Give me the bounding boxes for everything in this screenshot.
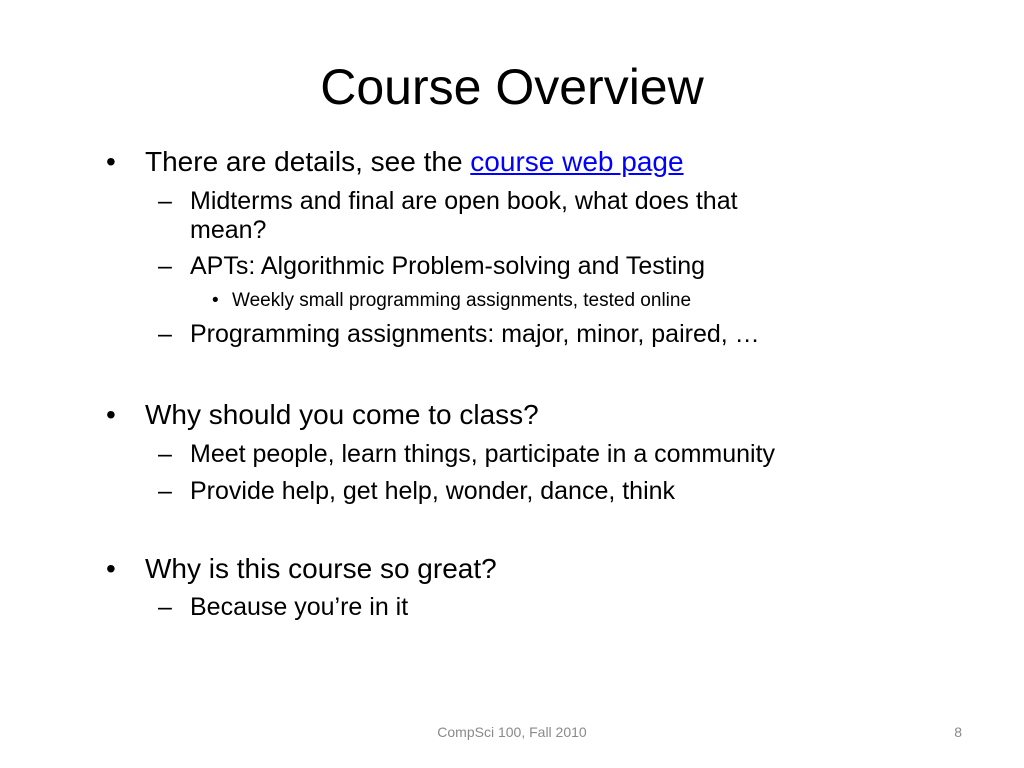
sub-bullet-text: Meet people, learn things, participate in a community bbox=[190, 440, 776, 468]
sub-bullet-text-continuation: mean? bbox=[190, 216, 267, 244]
bullet-item bbox=[145, 148, 684, 176]
course-web-page-link[interactable]: course web page bbox=[470, 146, 684, 177]
bullet-text: Why should you come to class? bbox=[145, 399, 539, 430]
sub-sub-bullet-text: Weekly small programming assignments, tested online bbox=[232, 290, 692, 311]
dash-icon: – bbox=[158, 187, 172, 215]
dash-icon: – bbox=[158, 252, 172, 280]
bullet-icon: • bbox=[106, 399, 116, 430]
dash-icon: – bbox=[158, 440, 172, 468]
sub-bullet-text: Midterms and final are open book, what does that bbox=[190, 187, 738, 215]
sub-bullet-text: Programming assignments: major, minor, paired, … bbox=[190, 320, 760, 348]
bullet-icon: • bbox=[212, 290, 219, 311]
sub-bullet-text: Provide help, get help, wonder, dance, think bbox=[190, 477, 676, 505]
dash-icon: – bbox=[158, 320, 172, 348]
sub-bullet-text: APTs: Algorithmic Problem-solving and Testing bbox=[190, 252, 706, 280]
bullet-icon: • bbox=[106, 146, 116, 177]
bullet-text: Why is this course so great? bbox=[145, 553, 497, 584]
slide-title: Course Overview bbox=[320, 59, 704, 115]
dash-icon: – bbox=[158, 477, 172, 505]
footer-text: CompSci 100, Fall 2010 bbox=[437, 724, 587, 740]
bullet-icon: • bbox=[106, 553, 116, 584]
page-number: 8 bbox=[954, 724, 962, 740]
sub-bullet-text: Because you’re in it bbox=[190, 593, 409, 621]
dash-icon: – bbox=[158, 593, 172, 621]
bullet-text: There are details, see the bbox=[145, 146, 471, 177]
